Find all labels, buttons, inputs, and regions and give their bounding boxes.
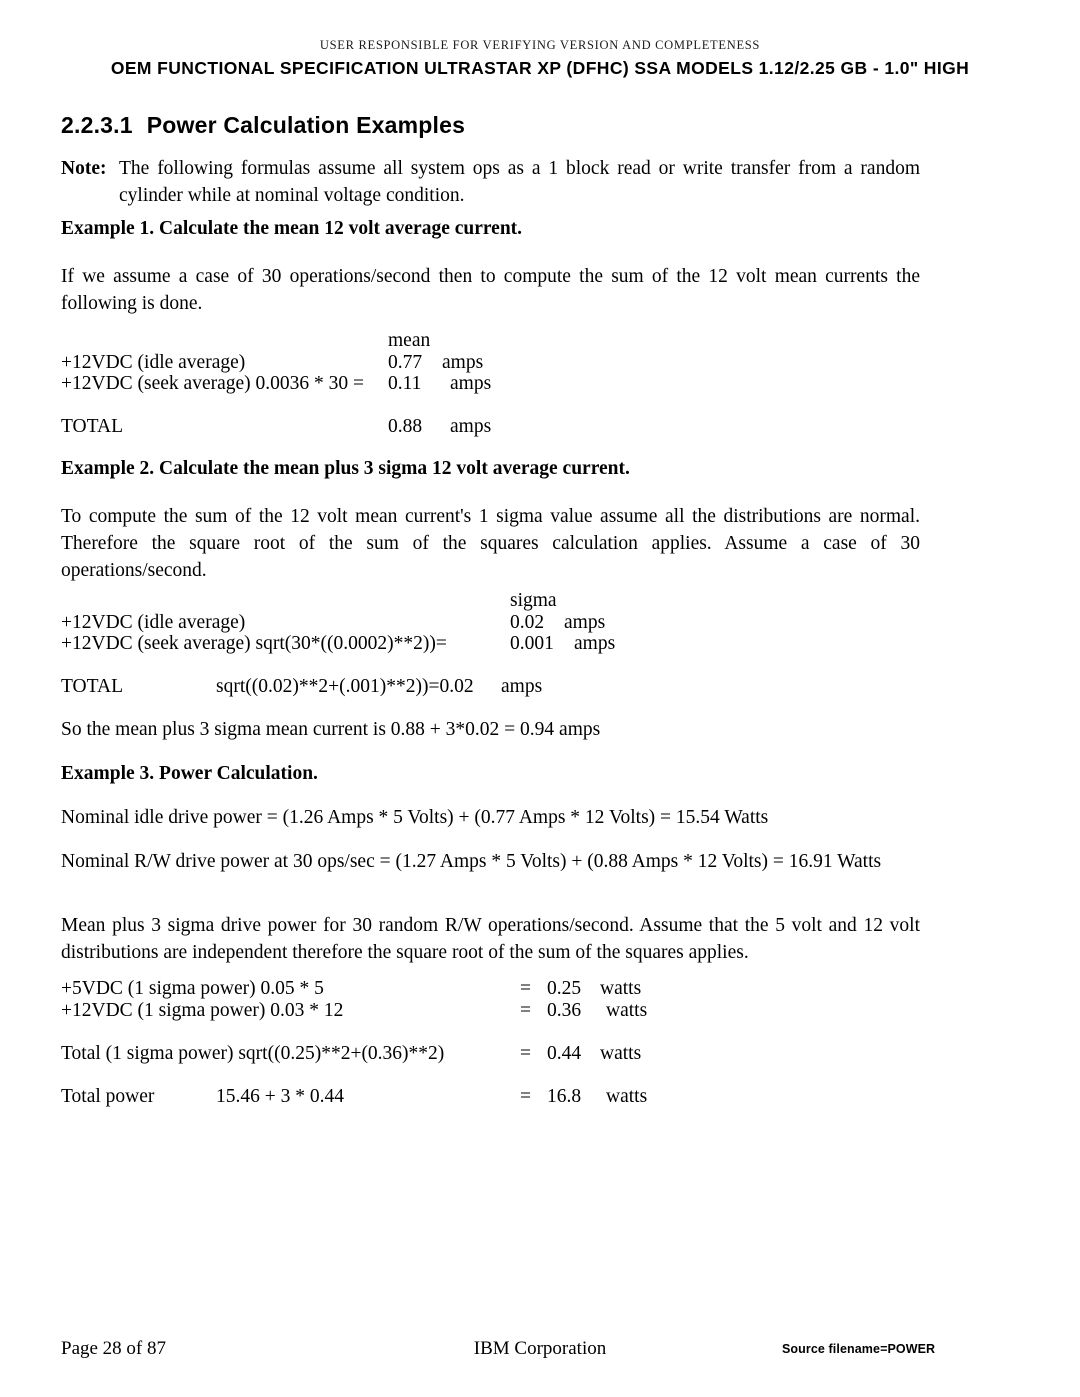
example3-line2: Nominal R/W drive power at 30 ops/sec = (1.27 Amps * 5 Volts) + (0.88 Amps * 12 Volts) = 16.91 Watts xyxy=(61,851,882,872)
header-disclaimer: USER RESPONSIBLE FOR VERIFYING VERSION AND COMPLETENESS xyxy=(319,38,761,52)
row-value: 0.11 xyxy=(388,373,422,394)
example3-line1: Nominal idle drive power = (1.26 Amps * 5 Volts) + (0.77 Amps * 12 Volts) = 15.54 Watts xyxy=(61,807,769,828)
footer-source-filename: Source filename=POWER xyxy=(782,1342,936,1356)
example3-line3: Mean plus 3 sigma drive power for 30 random R/W operations/second. Assume that the 5 volt and 12 volt distributions are independent therefore the square root of the sum of the squares applies. xyxy=(61,915,920,963)
note-label: Note: xyxy=(61,158,107,179)
row-value: 0.25 xyxy=(547,978,582,999)
row-unit: watts xyxy=(600,978,642,999)
example2-intro: To compute the sum of the 12 volt mean current's 1 sigma value assume all the distributions are normal. Therefore the square root of the sum of the squares calculation applies. Assume a case of 30 operations/second. xyxy=(61,506,920,581)
row-label: +12VDC (idle average) xyxy=(61,611,246,633)
total-unit: amps xyxy=(501,676,543,697)
total-label: Total power xyxy=(61,1085,155,1107)
row-label: +5VDC (1 sigma power) 0.05 * 5 xyxy=(61,978,324,999)
section-number: 2.2.3.1 xyxy=(61,112,133,138)
page-footer xyxy=(0,1338,1080,1362)
row-unit: amps xyxy=(450,373,492,394)
row-value: 0.02 xyxy=(510,611,545,633)
example2-conclusion: So the mean plus 3 sigma mean current is 0.88 + 3*0.02 = 0.94 amps xyxy=(61,719,601,740)
total-equals: = xyxy=(520,1085,531,1107)
note-text: The following formulas assume all system ops as a 1 block read or write transfer from a random cylinder while at nominal voltage condition. xyxy=(119,158,920,206)
row-unit: watts xyxy=(606,999,648,1021)
note-block xyxy=(61,155,920,209)
row-value: 0.77 xyxy=(388,351,423,373)
column-header-sigma: sigma xyxy=(510,590,557,611)
example2-heading: Example 2. Calculate the mean plus 3 sigma 12 volt average current. xyxy=(61,458,630,479)
row-unit: amps xyxy=(564,611,606,633)
total-unit: watts xyxy=(600,1042,642,1064)
row-value: 0.36 xyxy=(547,999,582,1021)
total-unit: amps xyxy=(450,416,492,437)
footer-company: IBM Corporation xyxy=(473,1338,607,1359)
total-value: 16.8 xyxy=(547,1085,582,1107)
total-equals: = xyxy=(520,1042,531,1064)
row-label: +12VDC (idle average) xyxy=(61,351,246,373)
row-value: 0.001 xyxy=(510,633,554,654)
row-label: +12VDC (seek average) 0.0036 * 30 = xyxy=(61,373,365,394)
total-label: TOTAL xyxy=(61,676,123,697)
row-unit: amps xyxy=(442,351,484,373)
column-header-mean: mean xyxy=(388,330,431,351)
section-title: Power Calculation Examples xyxy=(146,112,466,138)
row-equals: = xyxy=(520,978,531,999)
row-unit: amps xyxy=(574,633,616,654)
total-label: TOTAL xyxy=(61,416,123,437)
example1-heading: Example 1. Calculate the mean 12 volt average current. xyxy=(61,218,523,239)
example1-intro: If we assume a case of 30 operations/second then to compute the sum of the 12 volt mean currents the following is done. xyxy=(61,266,920,314)
total-value: 0.88 xyxy=(388,416,423,437)
total-value: 0.44 xyxy=(547,1042,582,1064)
total-expression: 15.46 + 3 * 0.44 xyxy=(216,1085,344,1107)
total-unit: watts xyxy=(606,1085,648,1107)
row-equals: = xyxy=(520,999,531,1021)
total-expression: sqrt((0.02)**2+(.001)**2))=0.02 xyxy=(216,676,474,697)
total-label: Total (1 sigma power) sqrt((0.25)**2+(0.36)**2) xyxy=(61,1042,445,1064)
footer-page-number: Page 28 of 87 xyxy=(61,1338,167,1359)
section-heading xyxy=(61,112,465,139)
row-label: +12VDC (seek average) sqrt(30*((0.0002)**2))= xyxy=(61,633,447,654)
header-document-title: OEM FUNCTIONAL SPECIFICATION ULTRASTAR XP (DFHC) SSA MODELS 1.12/2.25 GB - 1.0" HIGH xyxy=(110,58,970,78)
example3-heading: Example 3. Power Calculation. xyxy=(61,763,318,784)
row-label: +12VDC (1 sigma power) 0.03 * 12 xyxy=(61,999,344,1021)
